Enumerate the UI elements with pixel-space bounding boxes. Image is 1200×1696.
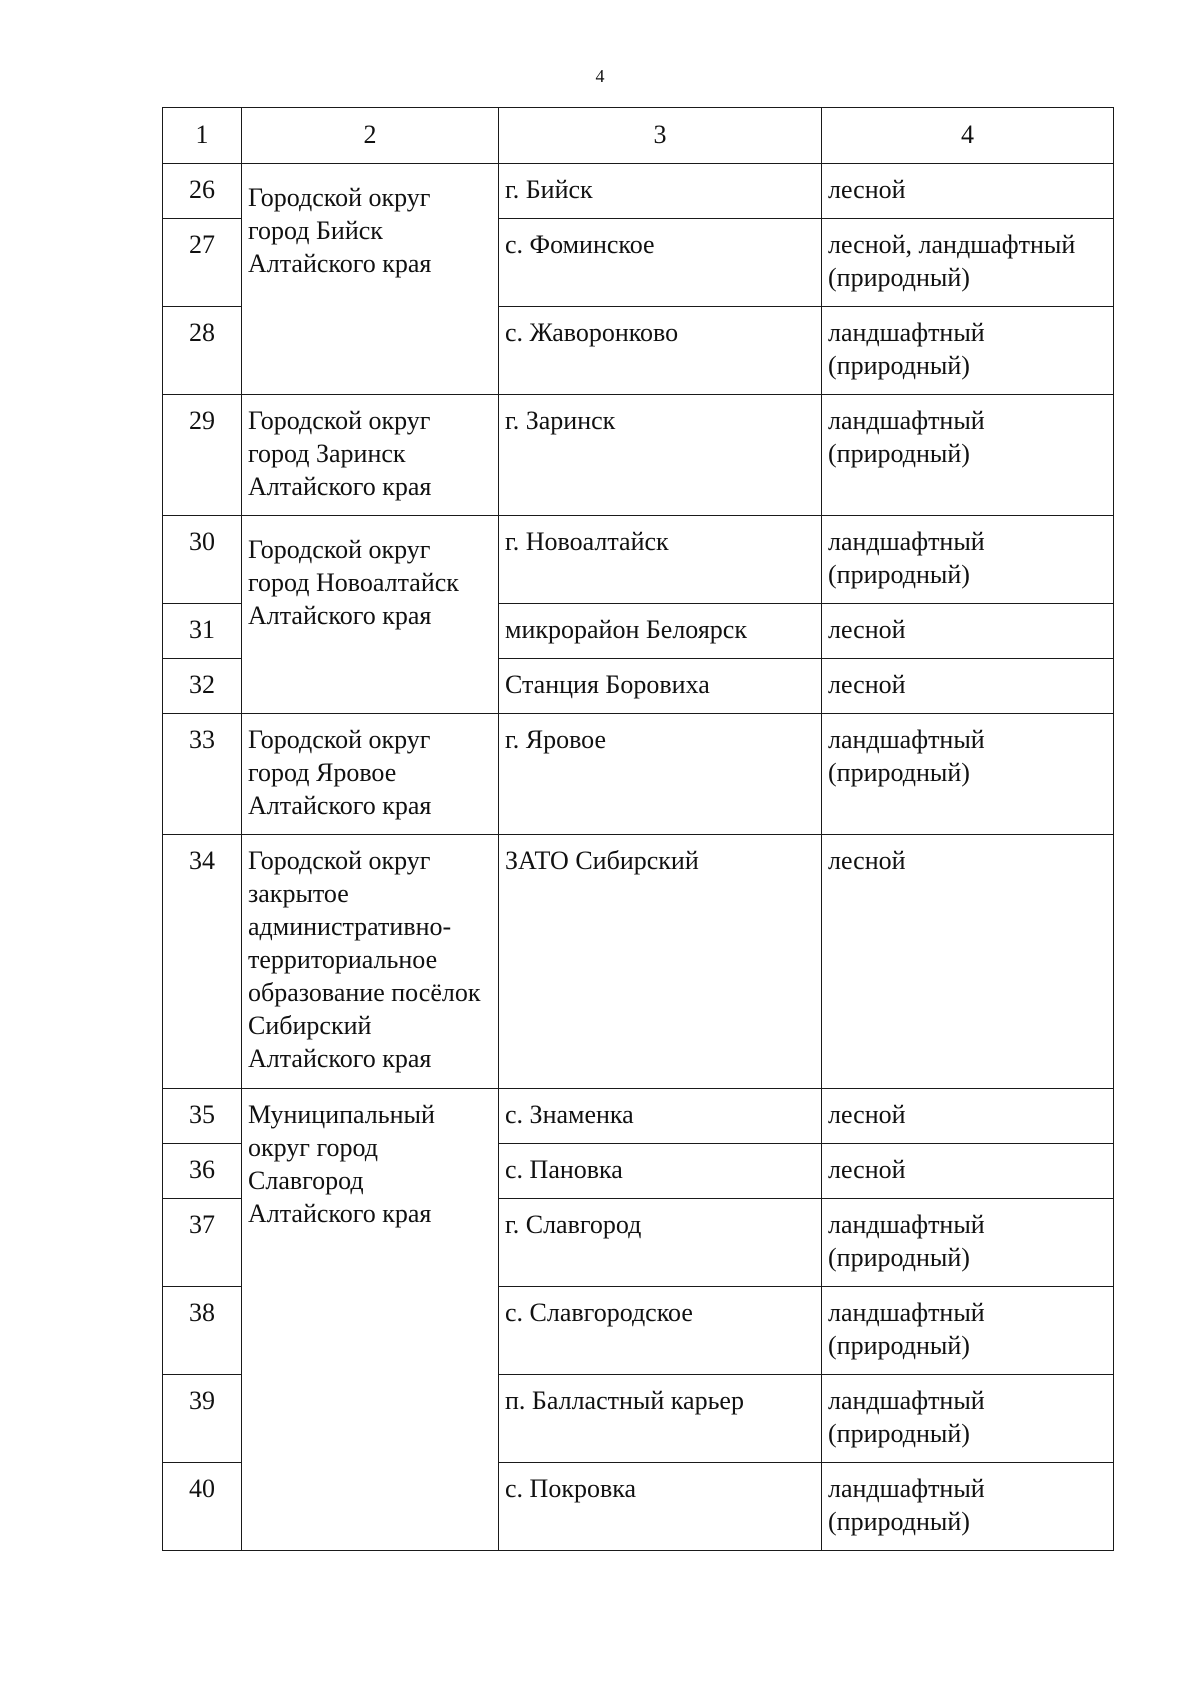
municipality-name: Городской округ город Яровое Алтайского края bbox=[242, 714, 499, 835]
row-number: 34 bbox=[163, 835, 242, 1089]
municipality-name: Городской округ закрытое административно-территориальное образование посёлок Сибирский Алтайского края bbox=[242, 835, 499, 1089]
table-row bbox=[163, 835, 1114, 1089]
zone-type: лесной bbox=[822, 1144, 1114, 1199]
table-row bbox=[163, 516, 1114, 604]
row-number: 38 bbox=[163, 1287, 242, 1375]
table-row bbox=[163, 714, 1114, 835]
row-number: 27 bbox=[163, 219, 242, 307]
settlement-name: с. Славгородское bbox=[499, 1287, 822, 1375]
page-number: 4 bbox=[595, 66, 605, 86]
zone-type: лесной bbox=[822, 604, 1114, 659]
settlement-name: г. Яровое bbox=[499, 714, 822, 835]
row-number: 40 bbox=[163, 1463, 242, 1551]
zone-type: ландшафтный (природный) bbox=[822, 516, 1114, 604]
settlement-name: с. Фоминское bbox=[499, 219, 822, 307]
row-number: 30 bbox=[163, 516, 242, 604]
row-number: 36 bbox=[163, 1144, 242, 1199]
column-header-1: 1 bbox=[163, 108, 242, 164]
zone-type: лесной bbox=[822, 835, 1114, 1089]
zone-type: ландшафтный (природный) bbox=[822, 395, 1114, 516]
municipality-name: Муниципальный округ город Славгород Алтайского края bbox=[242, 1089, 499, 1551]
municipality-table bbox=[162, 107, 1114, 1551]
settlement-name: Станция Боровиха bbox=[499, 659, 822, 714]
table-row bbox=[163, 164, 1114, 219]
settlement-name: ЗАТО Сибирский bbox=[499, 835, 822, 1089]
table-header-row bbox=[163, 108, 1114, 164]
zone-type: ландшафтный (природный) bbox=[822, 1287, 1114, 1375]
table-row bbox=[163, 1089, 1114, 1144]
zone-type: лесной bbox=[822, 1089, 1114, 1144]
settlement-name: п. Балластный карьер bbox=[499, 1375, 822, 1463]
row-number: 33 bbox=[163, 714, 242, 835]
column-header-4: 4 bbox=[822, 108, 1114, 164]
zone-type: ландшафтный (природный) bbox=[822, 1463, 1114, 1551]
settlement-name: с. Жаворонково bbox=[499, 307, 822, 395]
municipality-name: Городской округ город Новоалтайск Алтайского края bbox=[242, 516, 499, 714]
zone-type: ландшафтный (природный) bbox=[822, 714, 1114, 835]
settlement-name: с. Покровка bbox=[499, 1463, 822, 1551]
settlement-name: г. Бийск bbox=[499, 164, 822, 219]
row-number: 29 bbox=[163, 395, 242, 516]
municipality-name: Городской округ город Бийск Алтайского края bbox=[242, 164, 499, 395]
column-header-2: 2 bbox=[242, 108, 499, 164]
settlement-name: г. Славгород bbox=[499, 1199, 822, 1287]
settlement-name: микрорайон Белоярск bbox=[499, 604, 822, 659]
settlement-name: г. Новоалтайск bbox=[499, 516, 822, 604]
settlement-name: с. Пановка bbox=[499, 1144, 822, 1199]
settlement-name: г. Заринск bbox=[499, 395, 822, 516]
zone-type: ландшафтный (природный) bbox=[822, 1375, 1114, 1463]
row-number: 37 bbox=[163, 1199, 242, 1287]
row-number: 26 bbox=[163, 164, 242, 219]
zone-type: ландшафтный (природный) bbox=[822, 1199, 1114, 1287]
zone-type: лесной bbox=[822, 164, 1114, 219]
table-body bbox=[163, 164, 1114, 1551]
zone-type: лесной bbox=[822, 659, 1114, 714]
zone-type: лесной, ландшафтный (природный) bbox=[822, 219, 1114, 307]
row-number: 35 bbox=[163, 1089, 242, 1144]
table-row bbox=[163, 395, 1114, 516]
row-number: 28 bbox=[163, 307, 242, 395]
column-header-3: 3 bbox=[499, 108, 822, 164]
settlement-name: с. Знаменка bbox=[499, 1089, 822, 1144]
zone-type: ландшафтный (природный) bbox=[822, 307, 1114, 395]
row-number: 31 bbox=[163, 604, 242, 659]
row-number: 39 bbox=[163, 1375, 242, 1463]
municipality-name: Городской округ город Заринск Алтайского края bbox=[242, 395, 499, 516]
row-number: 32 bbox=[163, 659, 242, 714]
